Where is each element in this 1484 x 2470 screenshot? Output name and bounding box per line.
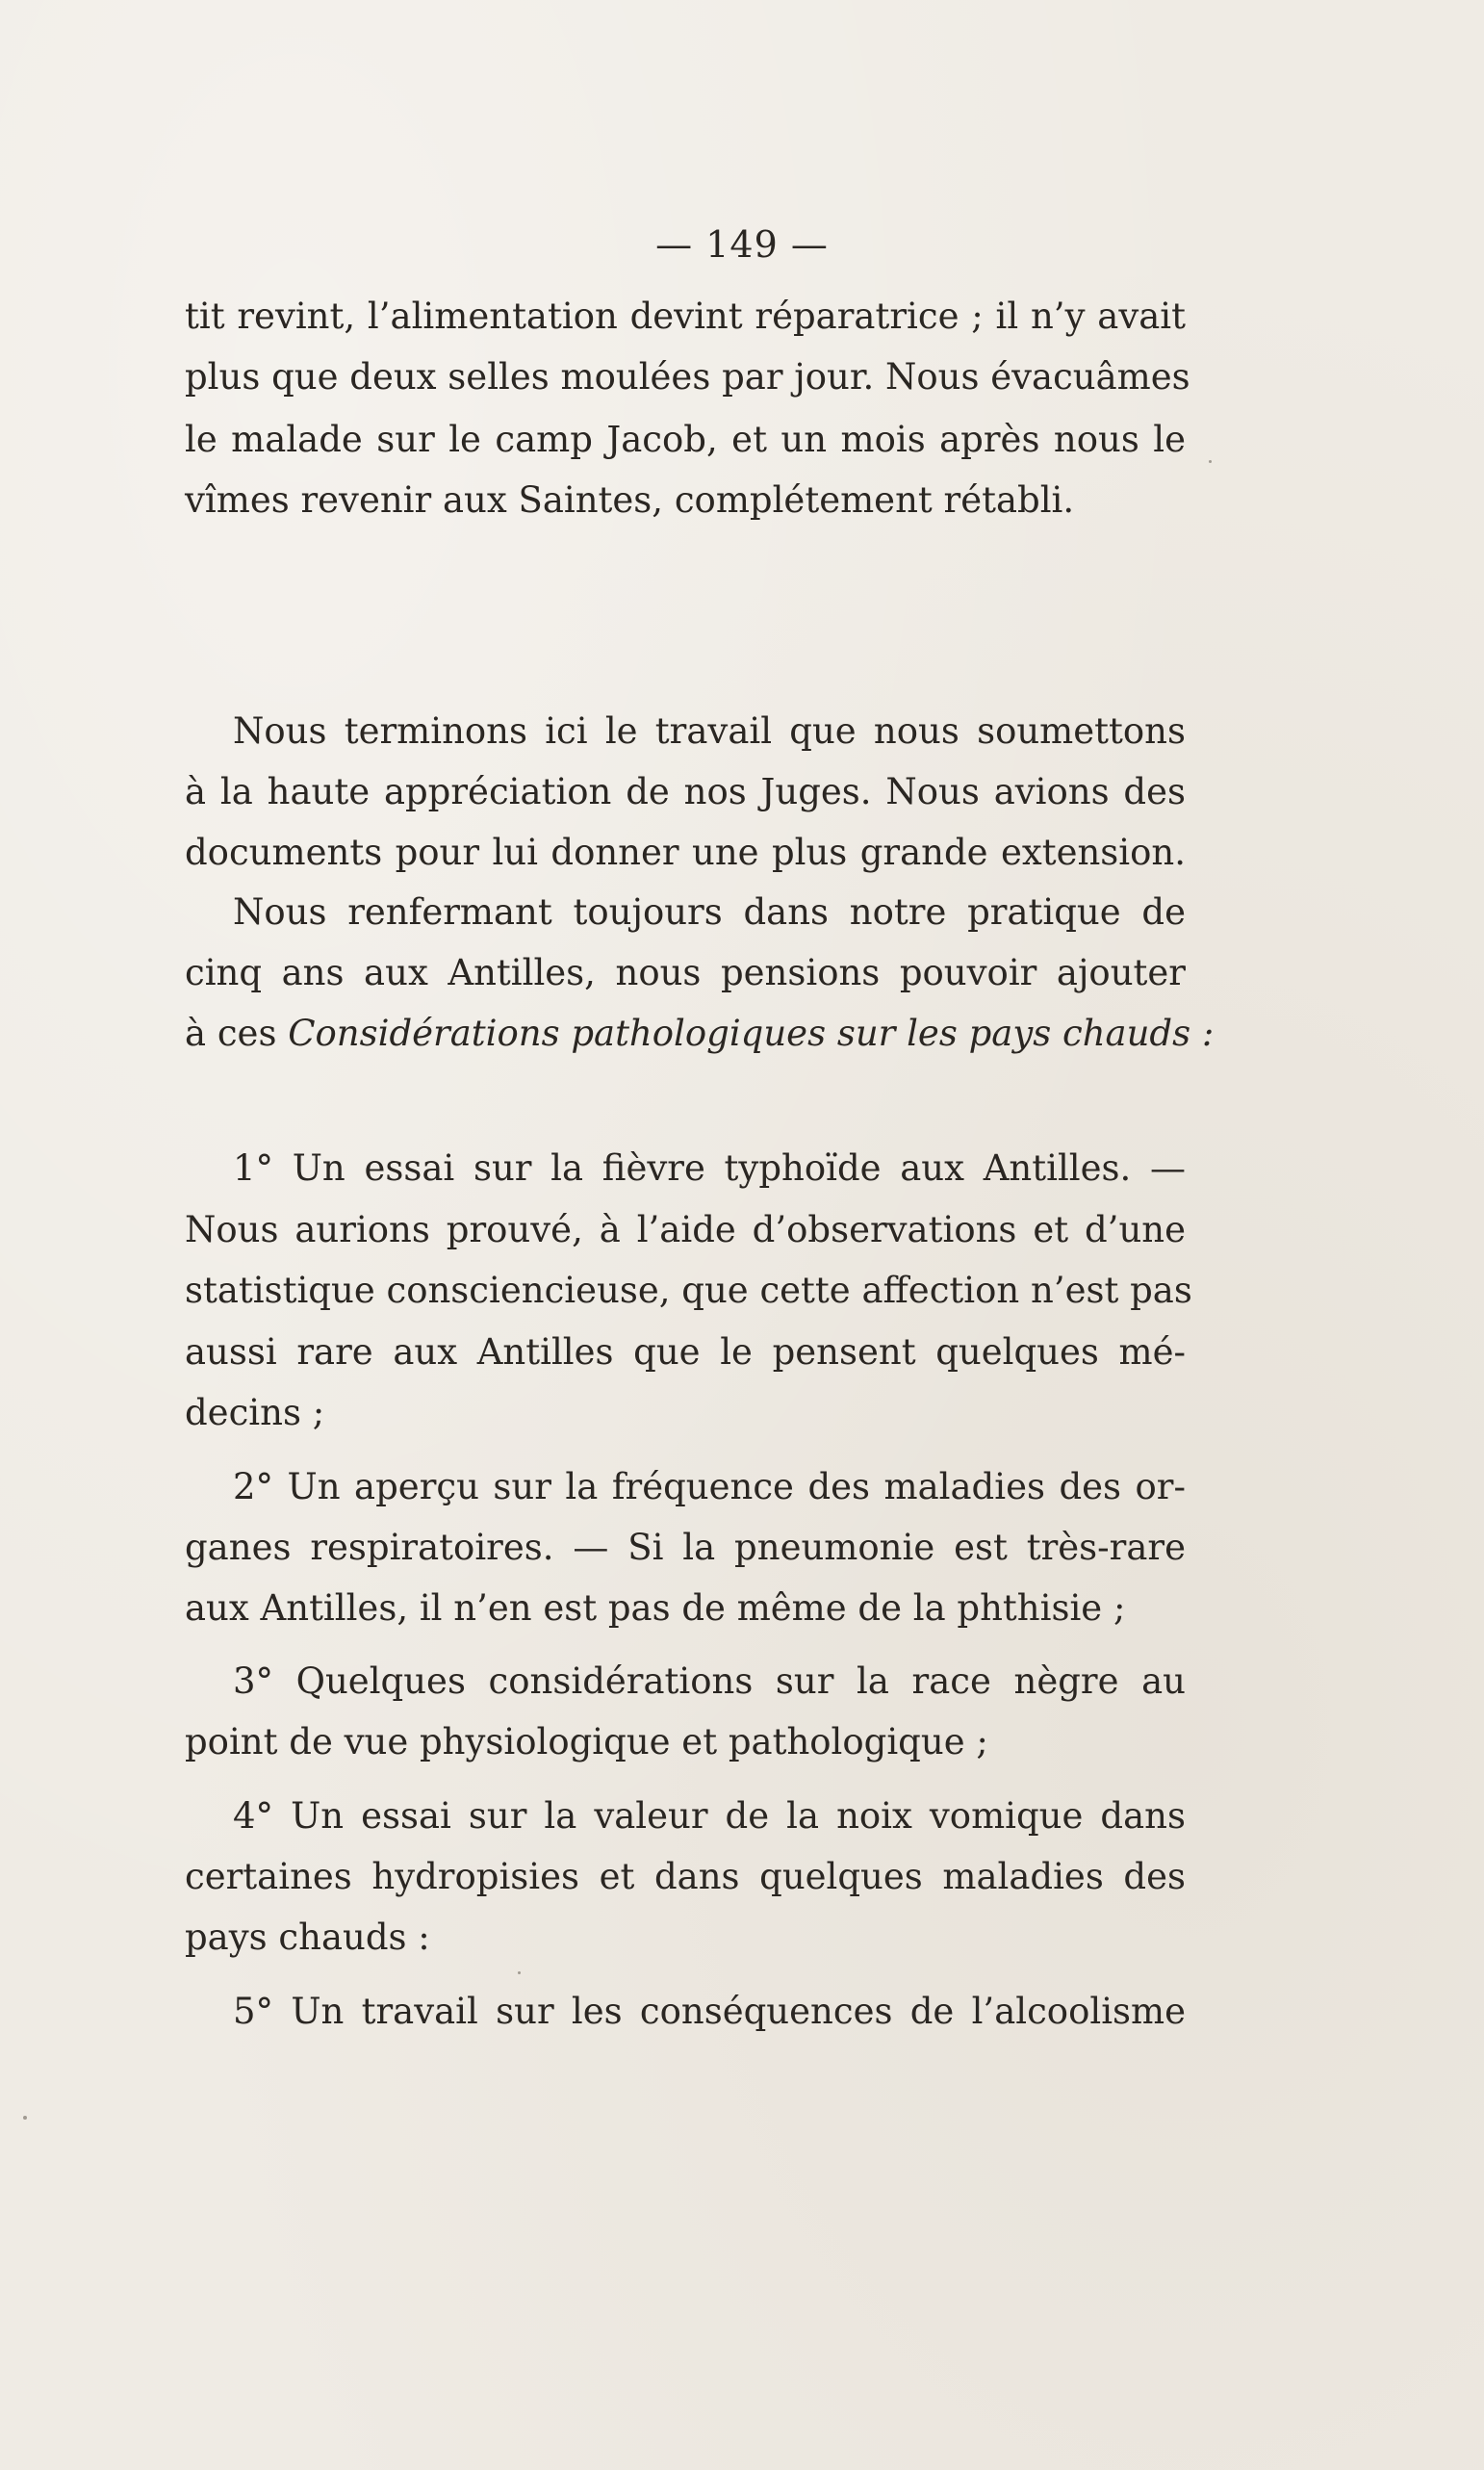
text-line: pays chauds : — [185, 1917, 430, 1958]
text-line: Nous aurions prouvé, à l’aide d’observations et d’une — [185, 1209, 1186, 1250]
text-line: 2° Un aperçu sur la fréquence des maladies des or- — [233, 1466, 1186, 1507]
text-line: Nous terminons ici le travail que nous soumettons — [233, 710, 1186, 752]
page-number: — 149 — — [655, 223, 829, 266]
text-line: aussi rare aux Antilles que le pensent quelques mé- — [185, 1331, 1186, 1373]
text-line: point de vue physiologique et pathologique ; — [185, 1721, 988, 1762]
text-line: à la haute appréciation de nos Juges. Nous avions des — [185, 771, 1186, 812]
text-line: statistique consciencieuse, que cette affection n’est pas — [185, 1270, 1192, 1311]
text-line: decins ; — [185, 1392, 325, 1433]
text-line: 3° Quelques considérations sur la race nègre au — [233, 1660, 1186, 1702]
paper-speck — [518, 1971, 521, 1974]
text-line: vîmes revenir aux Saintes, complétement rétabli. — [185, 479, 1075, 521]
text-line: 4° Un essai sur la valeur de la noix vomique dans — [233, 1795, 1186, 1837]
text-line: aux Antilles, il n’en est pas de même de la phthisie ; — [185, 1587, 1126, 1629]
text-line: certaines hydropisies et dans quelques maladies des — [185, 1856, 1186, 1897]
text-line: tit revint, l’alimentation devint réparatrice ; il n’y avait — [185, 296, 1186, 337]
italic-title: Considérations pathologiques sur les pays chauds : — [288, 1013, 1215, 1054]
paper-speck — [1209, 460, 1212, 463]
text-line: cinq ans aux Antilles, nous pensions pouvoir ajouter — [185, 952, 1186, 993]
text-fragment: à ces — [185, 1013, 277, 1054]
text-line-with-italic — [185, 1005, 1215, 1063]
text-line: plus que deux selles moulées par jour. Nous évacuâmes — [185, 356, 1190, 398]
paper-speck — [23, 2116, 27, 2120]
text-line: 5° Un travail sur les conséquences de l’alcoolisme — [233, 1991, 1186, 2032]
text-line: le malade sur le camp Jacob, et un mois après nous le — [185, 419, 1186, 460]
text-line: documents pour lui donner une plus grande extension. — [185, 832, 1186, 873]
text-line: 1° Un essai sur la fièvre typhoïde aux Antilles. — — [233, 1147, 1186, 1189]
text-line: Nous renfermant toujours dans notre pratique de — [233, 891, 1186, 933]
text-line: ganes respiratoires. — Si la pneumonie est très-rare — [185, 1527, 1186, 1568]
